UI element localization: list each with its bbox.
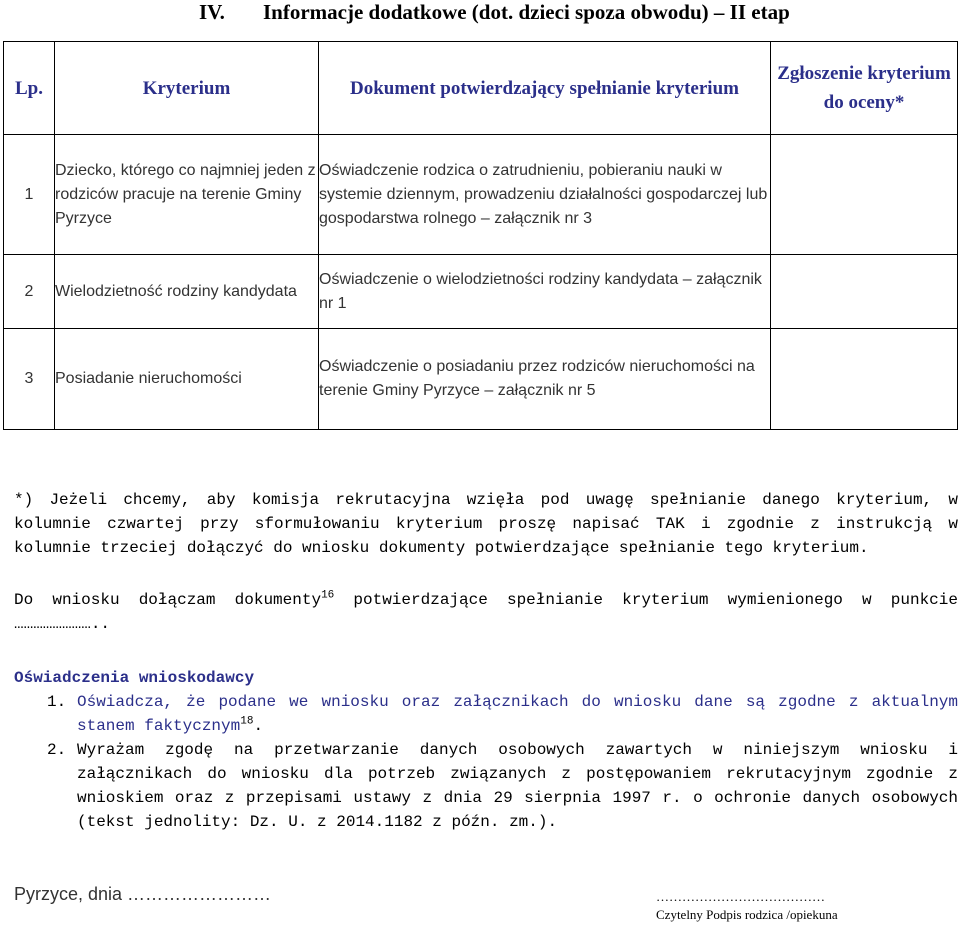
- row-criterion: Dziecko, którego co najmniej jeden z rodziców pracuje na terenie Gminy Pyrzyce: [55, 135, 319, 255]
- section-title: Informacje dodatkowe (dot. dzieci spoza obwodu) – II etap: [263, 0, 790, 24]
- place-date-field: Pyrzyce, dnia ……………………: [14, 884, 272, 904]
- declaration-text: Wyrażam zgodę na przetwarzanie danych osobowych zawartych w niniejszym wniosku i załącznikach do wniosku dla potrzeb związanych z postępowaniem rekrutacyjnym zgodnie z wnioskiem oraz z przepisami ustawy z dnia 29 sierpnia 1997 r. o ochronie danych osobowych (tekst jednolity: Dz. U. z 2014.1182 z późn. zm.).: [77, 741, 958, 831]
- row-submission-field[interactable]: [771, 329, 958, 430]
- attachments-after: potwierdzające spełnianie kryterium wymienionego w punkcie: [334, 591, 958, 609]
- row-number: 3: [4, 329, 55, 430]
- attachments-line: [14, 588, 958, 612]
- header-document: Dokument potwierdzający spełnianie kryterium: [319, 42, 771, 135]
- declaration-item: [14, 690, 958, 738]
- row-criterion: Wielodzietność rodziny kandydata: [55, 255, 319, 329]
- header-submission: Zgłoszenie kryterium do oceny*: [771, 42, 958, 135]
- declaration-end: .: [253, 717, 264, 735]
- row-document: Oświadczenie o wielodzietności rodziny kandydata – załącznik nr 1: [319, 255, 771, 329]
- row-number: 2: [4, 255, 55, 329]
- signature-caption: Czytelny Podpis rodzica /opiekuna: [656, 907, 838, 922]
- row-number: 1: [4, 135, 55, 255]
- attachments-before: Do wniosku dołączam dokumenty: [14, 591, 322, 609]
- declaration-text: Oświadcza, że podane we wniosku oraz załącznikach do wniosku dane są zgodne z aktualnym stanem faktycznym: [77, 693, 958, 735]
- table-row: [4, 329, 958, 430]
- declarations-title: Oświadczenia wnioskodawcy: [14, 669, 255, 687]
- table-row: [4, 135, 958, 255]
- criteria-table: [3, 41, 958, 430]
- row-criterion: Posiadanie nieruchomości: [55, 329, 319, 430]
- section-number: IV.: [199, 0, 225, 24]
- table-header-row: [4, 42, 958, 135]
- declarations: [14, 666, 958, 834]
- header-criterion: Kryterium: [55, 42, 319, 135]
- header-lp: Lp.: [4, 42, 55, 135]
- declaration-number: 2.: [47, 741, 67, 759]
- footnote: *) Jeżeli chcemy, aby komisja rekrutacyjna wzięła pod uwagę spełnianie danego kryterium, w kolumnie czwartej przy sformułowaniu kryterium proszę napisać TAK i zgodnie z instrukcją w kolumnie trzeciej dołączyć do wniosku dokumenty potwierdzające spełnianie tego kryterium.: [14, 491, 958, 557]
- declaration-number: 1.: [47, 693, 67, 711]
- row-document: Oświadczenie rodzica o zatrudnieniu, pobieraniu nauki w systemie dziennym, prowadzeniu działalności gospodarczej lub gospodarstwa rolnego – załącznik nr 3: [319, 135, 771, 255]
- attachments-dots: ……………………..: [14, 615, 111, 633]
- row-submission-field[interactable]: [771, 135, 958, 255]
- signature-block: [656, 888, 838, 924]
- attachments-statement: [14, 588, 958, 636]
- row-submission-field[interactable]: [771, 255, 958, 329]
- attachments-ref: 16: [321, 589, 335, 602]
- declaration-ref: 18: [240, 715, 254, 728]
- row-document: Oświadczenie o posiadaniu przez rodziców nieruchomości na terenie Gminy Pyrzyce – załącznik nr 5: [319, 329, 771, 430]
- signature-line: …………………………………: [656, 889, 825, 904]
- table-row: [4, 255, 958, 329]
- declarations-list: [14, 690, 958, 834]
- declaration-item: [14, 738, 958, 834]
